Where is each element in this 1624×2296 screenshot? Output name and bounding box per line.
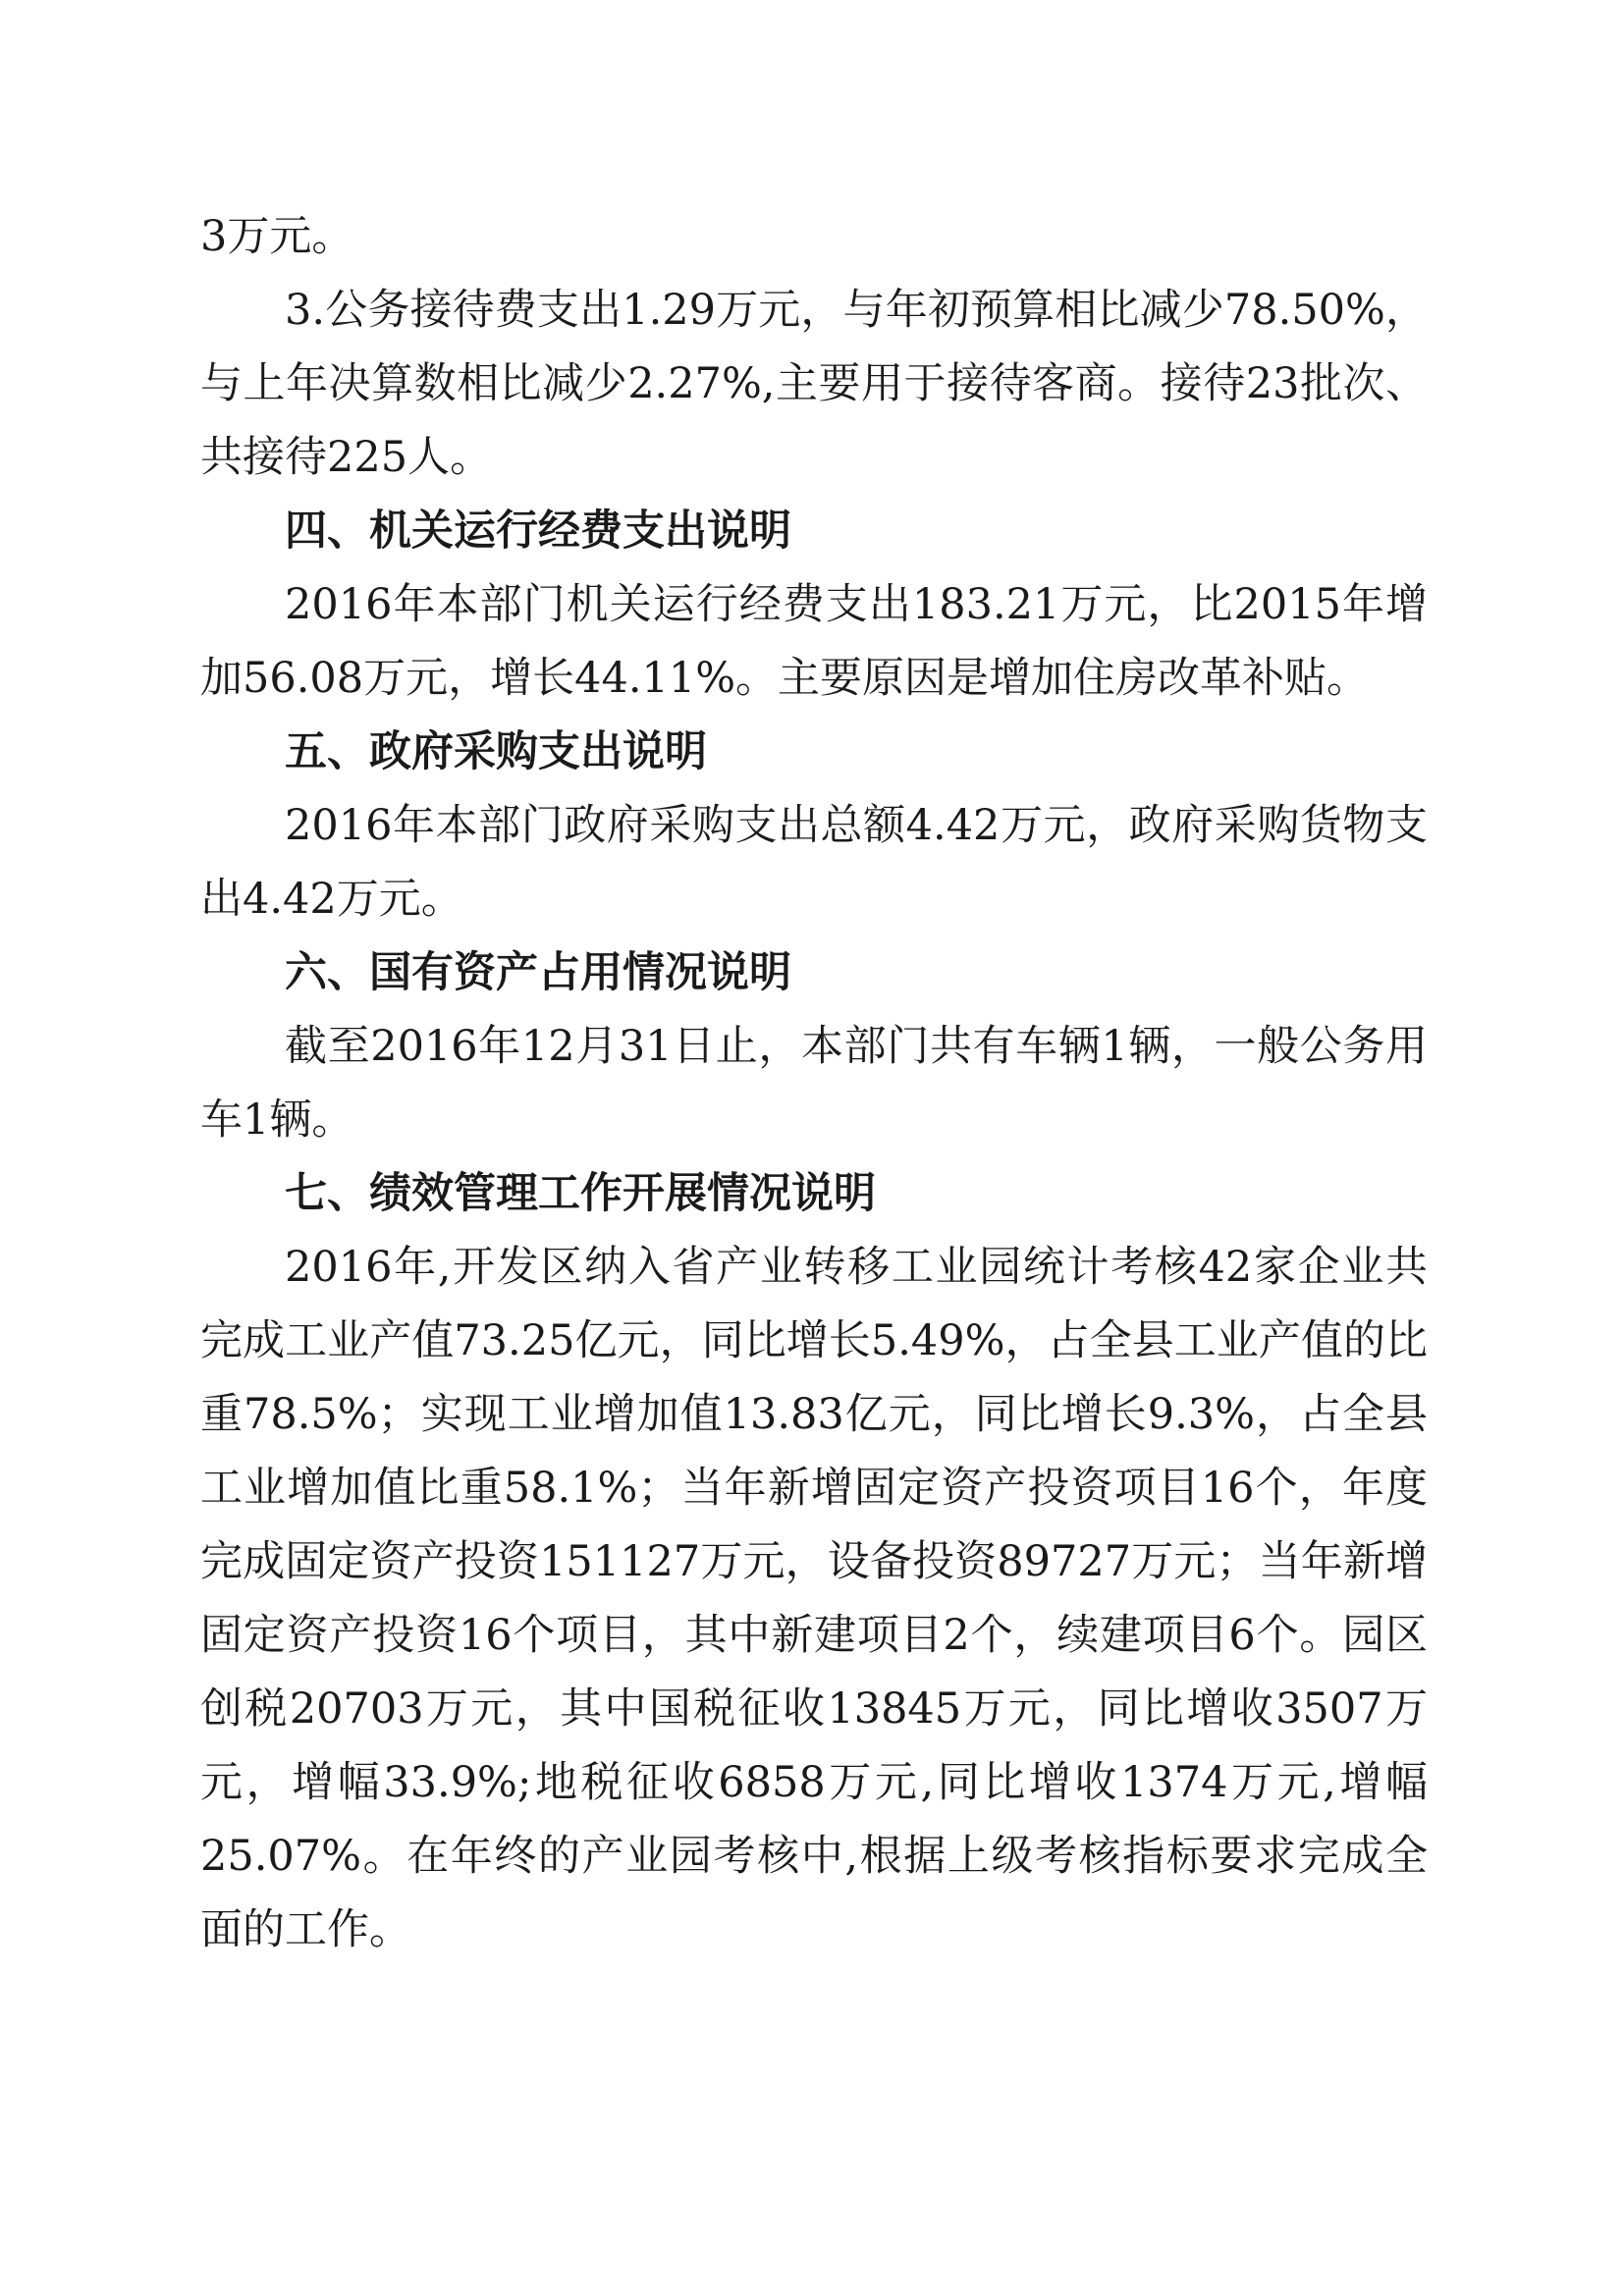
section-heading-6: 六、国有资产占用情况说明 — [285, 948, 791, 997]
paragraph-operating-expense: 2016年本部门机关运行经费支出183.21万元，比2015年增加56.08万元，增长44.11%。主要原因是增加住房改革补贴。 — [200, 580, 1428, 703]
section-heading-4: 四、机关运行经费支出说明 — [285, 507, 791, 556]
section-heading-5: 五、政府采购支出说明 — [285, 727, 707, 776]
paragraph-procurement: 2016年本部门政府采购支出总额4.42万元，政府采购货物支出4.42万元。 — [200, 801, 1428, 924]
paragraph-reception-expense: 3.公务接待费支出1.29万元，与年初预算相比减少78.50%，与上年决算数相比减少2.27%,主要用于接待客商。接待23批次、共接待225人。 — [200, 286, 1428, 482]
section-heading-7: 七、绩效管理工作开展情况说明 — [285, 1169, 876, 1218]
paragraph-performance: 2016年,开发区纳入省产业转移工业园统计考核42家企业共完成工业产值73.25亿元，同比增长5.49%，占全县工业产值的比重78.5%；实现工业增加值13.83亿元，同比增长9.3%，占全县工业增加值比重58.1%；当年新增固定资产投资项目16个，年度完成固定资产投资151127万元，设备投资89727万元；当年新增固定资产投资16个项目，其中新建项目2个，续建项目6个。园区创税20703万元，其中国税征收13845万元，同比增收3507万元，增幅33.9%;地税征收6858万元,同比增收1374万元,增幅25.07%。在年终的产业园考核中,根据上级考核指标要求完成全面的工作。 — [200, 1243, 1428, 1954]
paragraph-state-assets: 截至2016年12月31日止，本部门共有车辆1辆，一般公务用车1辆。 — [200, 1022, 1428, 1145]
paragraph-continuation: 3万元。 — [200, 212, 354, 261]
document-body — [200, 200, 1428, 1967]
